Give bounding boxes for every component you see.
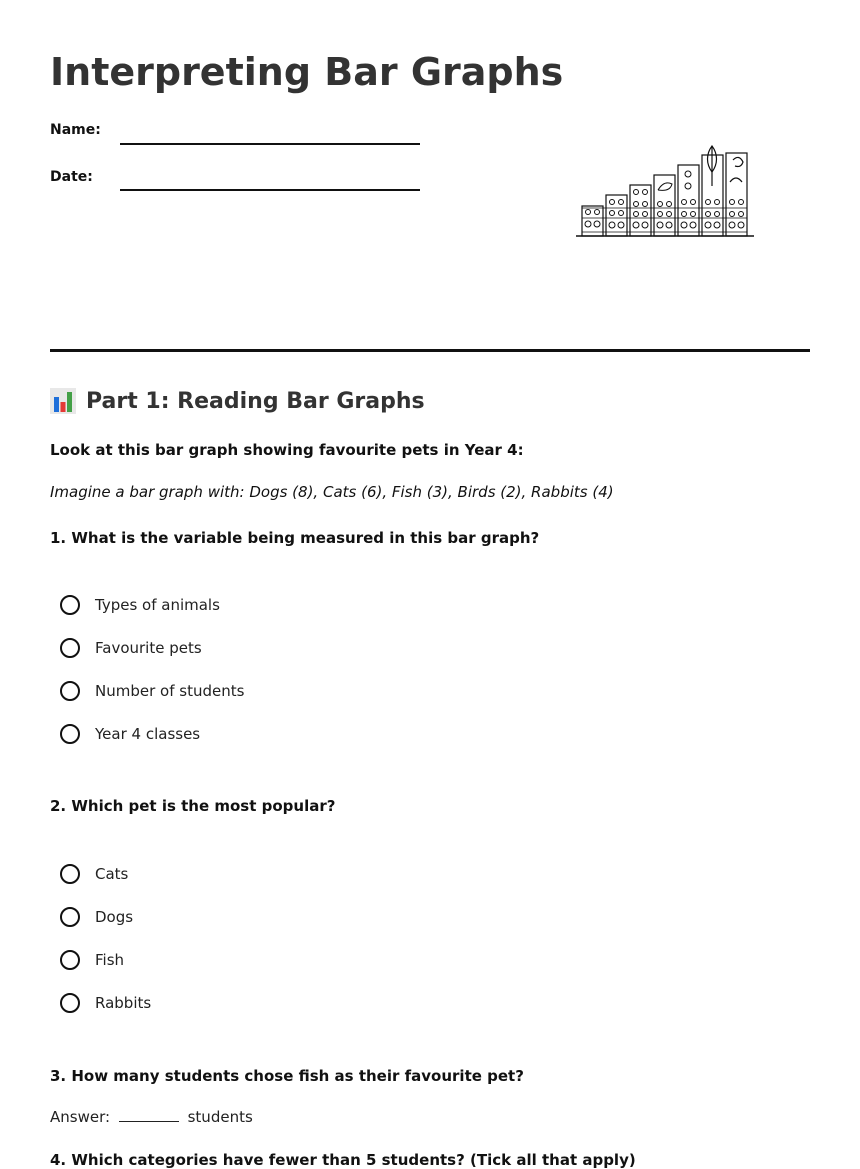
radio-button[interactable] [60, 638, 80, 658]
bar-chart-icon [50, 388, 76, 414]
imagine-text: Imagine a bar graph with: Dogs (8), Cats (6), Fish (3), Birds (2), Rabbits (4) [50, 483, 614, 501]
section-heading [50, 388, 425, 414]
option-label: Rabbits [95, 994, 152, 1012]
option-label: Number of students [95, 682, 245, 700]
intro-text: Look at this bar graph showing favourite pets in Year 4: [50, 441, 524, 459]
option-label: Cats [95, 865, 129, 883]
answer-prefix: Answer: [50, 1108, 111, 1126]
q2-option[interactable] [60, 904, 133, 930]
page-title: Interpreting Bar Graphs [50, 50, 564, 94]
date-label: Date: [50, 169, 93, 185]
option-label: Fish [95, 951, 125, 969]
radio-button[interactable] [60, 907, 80, 927]
answer-suffix: students [187, 1108, 253, 1126]
question-3: 3. How many students chose fish as their favourite pet? [50, 1067, 524, 1085]
decorative-bar-graph-logo [576, 142, 754, 240]
radio-button[interactable] [60, 950, 80, 970]
radio-button[interactable] [60, 864, 80, 884]
option-label: Dogs [95, 908, 134, 926]
q2-option[interactable] [60, 990, 151, 1016]
radio-button[interactable] [60, 681, 80, 701]
name-label: Name: [50, 122, 101, 138]
answer-blank[interactable] [119, 1107, 179, 1122]
q1-option[interactable] [60, 721, 200, 747]
question-4: 4. Which categories have fewer than 5 students? (Tick all that apply) [50, 1151, 636, 1169]
radio-button[interactable] [60, 724, 80, 744]
option-label: Year 4 classes [95, 725, 201, 743]
q2-option[interactable] [60, 947, 124, 973]
date-field[interactable] [120, 189, 420, 191]
radio-button[interactable] [60, 595, 80, 615]
q1-option[interactable] [60, 678, 244, 704]
option-label: Types of animals [95, 596, 220, 614]
radio-button[interactable] [60, 993, 80, 1013]
q1-option[interactable] [60, 635, 202, 661]
question-1: 1. What is the variable being measured in this bar graph? [50, 529, 540, 547]
question-2: 2. Which pet is the most popular? [50, 797, 336, 815]
q1-option[interactable] [60, 592, 220, 618]
option-label: Favourite pets [95, 639, 202, 657]
name-field[interactable] [120, 143, 420, 145]
section-heading-text: Part 1: Reading Bar Graphs [86, 388, 425, 414]
section-divider [50, 349, 810, 352]
q2-option[interactable] [60, 861, 128, 887]
answer-line [50, 1107, 253, 1126]
